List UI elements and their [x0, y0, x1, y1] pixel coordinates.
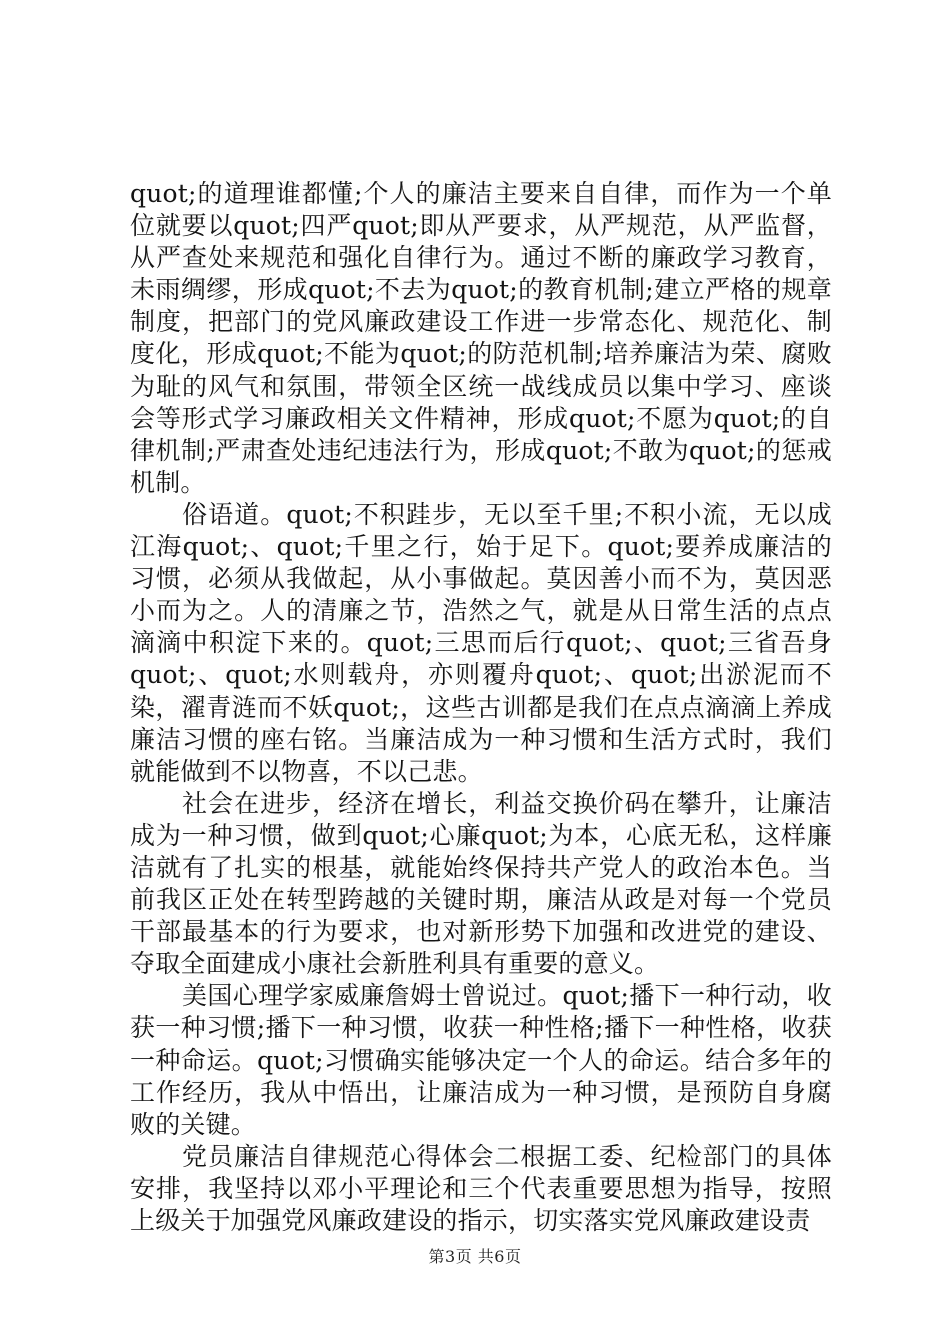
page-number-footer: 第3页 共6页 [428, 1247, 522, 1266]
paragraph: 社会在进步，经济在增长，利益交换价码在攀升，让廉洁成为一种习惯，做到quot;心廉quot;为本，心底无私，这样廉洁就有了扎实的根基，就能始终保持共产党人的政治本色。当前我区正处在转型跨越的关键时期，廉洁从政是对每一个党员干部最基本的行为要求，也对新形势下加强和改进党的建设、夺取全面建成小康社会新胜利具有重要的意义。 [130, 788, 832, 979]
body-text [130, 178, 832, 1237]
paragraph-continuation: quot;的道理谁都懂;个人的廉洁主要来自自律，而作为一个单位就要以quot;四严quot;即从严要求，从严规范，从严监督，从严查处来规范和强化自律行为。通过不断的廉政学习教育，未雨绸缪，形成quot;不去为quot;的教育机制;建立严格的规章制度，把部门的党风廉政建设工作进一步常态化、规范化、制度化，形成quot;不能为quot;的防范机制;培养廉洁为荣、腐败为耻的风气和氛围，带领全区统一战线成员以集中学习、座谈会等形式学习廉政相关文件精神，形成quot;不愿为quot;的自律机制;严肃查处违纪违法行为，形成quot;不敢为quot;的惩戒机制。 [130, 179, 832, 497]
paragraph: 俗语道。quot;不积跬步，无以至千里;不积小流，无以成江海quot;、quot;千里之行，始于足下。quot;要养成廉洁的习惯，必须从我做起，从小事做起。莫因善小而不为，莫因恶小而为之。人的清廉之节，浩然之气，就是从日常生活的点点滴滴中积淀下来的。quot;三思而后行quot;、quot;三省吾身quot;、quot;水则载舟，亦则覆舟quot;、quot;出淤泥而不染，濯青涟而不妖quot;，这些古训都是我们在点点滴滴上养成廉洁习惯的座右铭。当廉洁成为一种习惯和生活方式时，我们就能做到不以物喜，不以己悲。 [130, 499, 832, 786]
paragraph: 党员廉洁自律规范心得体会二根据工委、纪检部门的具体安排，我坚持以邓小平理论和三个代表重要思想为指导，按照上级关于加强党风廉政建设的指示，切实落实党风廉政建设责 [130, 1141, 832, 1235]
paragraph: 美国心理学家威廉詹姆士曾说过。quot;播下一种行动，收获一种习惯;播下一种习惯，收获一种性格;播下一种性格，收获一种命运。quot;习惯确实能够决定一个人的命运。结合多年的工作经历，我从中悟出，让廉洁成为一种习惯，是预防自身腐败的关键。 [130, 981, 832, 1139]
